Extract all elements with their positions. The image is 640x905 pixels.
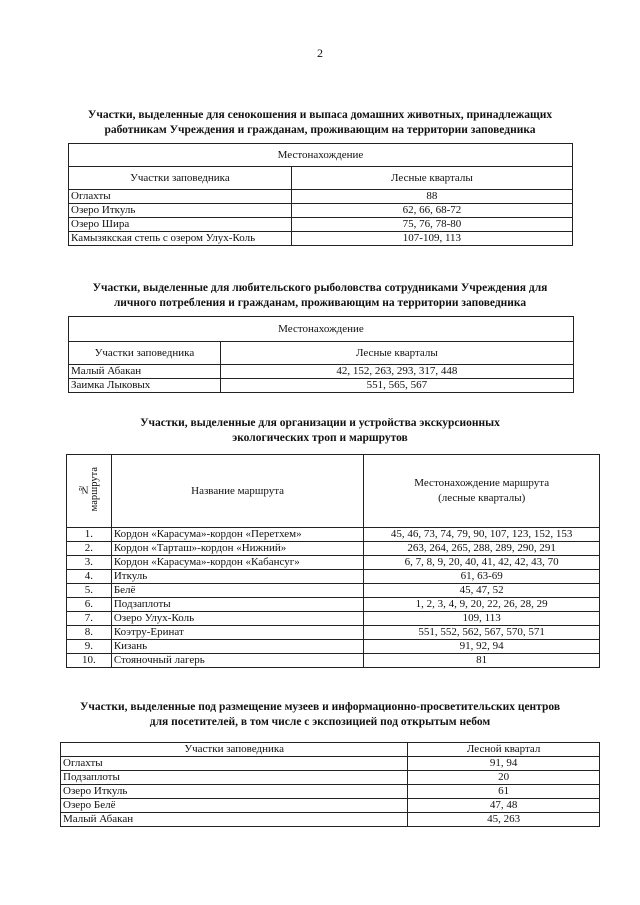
plot-cell: Озеро Белё — [61, 799, 408, 813]
section1-heading-line: Участки, выделенные для сенокошения и выпаса домашних животных, принадлежащих — [87, 109, 553, 121]
table-row — [67, 612, 600, 626]
plot-cell: Оглахты — [61, 757, 408, 771]
route-name-cell: Белё — [111, 584, 364, 598]
table-row — [61, 757, 600, 771]
route-number-header-label — [78, 467, 100, 511]
route-number-cell: 5. — [67, 584, 112, 598]
route-number-cell: 8. — [67, 626, 112, 640]
quarter-cell: 91, 94 — [408, 757, 600, 771]
col-header-quarters: Лесные кварталы — [220, 342, 573, 365]
hay-grazing-table — [68, 143, 573, 246]
route-location-cell: 551, 552, 562, 567, 570, 571 — [364, 626, 600, 640]
route-name-cell: Озеро Улух-Коль — [111, 612, 364, 626]
table-row — [69, 218, 573, 232]
route-number-cell: 10. — [67, 654, 112, 668]
route-number-cell: 1. — [67, 528, 112, 542]
route-location-header-line: Местонахождение маршрута — [414, 477, 550, 489]
route-location-cell: 81 — [364, 654, 600, 668]
museums-table — [60, 742, 600, 827]
plot-cell: Подзаплоты — [61, 771, 408, 785]
col-header-route-number — [67, 455, 112, 528]
section2-heading-line: Участки, выделенные для любительского рыболовства сотрудниками Учреждения для — [92, 282, 548, 294]
fishing-table — [68, 316, 574, 393]
section4-heading — [0, 700, 640, 730]
route-name-cell: Кордон «Карасума»-кордон «Кабансуг» — [111, 556, 364, 570]
col-header-route-location — [364, 455, 600, 528]
quarters-cell: 75, 76, 78-80 — [291, 218, 572, 232]
table-row — [67, 542, 600, 556]
location-group-header: Местонахождение — [69, 317, 574, 342]
quarters-cell: 62, 66, 68-72 — [291, 204, 572, 218]
table-row — [67, 654, 600, 668]
plot-cell: Озеро Иткуль — [61, 785, 408, 799]
table-row — [69, 379, 574, 393]
table-row — [67, 584, 600, 598]
route-location-cell: 109, 113 — [364, 612, 600, 626]
quarters-cell: 551, 565, 567 — [220, 379, 573, 393]
table-row — [61, 771, 600, 785]
section4-heading-line: для посетителей, в том числе с экспозицией под открытым небом — [149, 716, 491, 728]
route-name-cell: Кизань — [111, 640, 364, 654]
table-row — [69, 365, 574, 379]
route-name-cell: Кордон «Тарташ»-кордон «Нижний» — [111, 542, 364, 556]
plot-cell: Камызякская степь с озером Улух-Коль — [69, 232, 292, 246]
route-name-cell: Иткуль — [111, 570, 364, 584]
table-row — [61, 799, 600, 813]
table-row — [67, 626, 600, 640]
routes-table — [66, 454, 600, 668]
section3-heading-line: экологических троп и маршрутов — [232, 432, 408, 444]
section2-heading — [0, 281, 640, 311]
plot-cell: Заимка Лыковых — [69, 379, 221, 393]
route-location-header-line: (лесные кварталы) — [438, 492, 526, 504]
page-number: 2 — [317, 46, 323, 60]
table-row — [67, 556, 600, 570]
col-header-plot: Участки заповедника — [69, 167, 292, 190]
table-row — [61, 813, 600, 827]
route-name-cell: Коэтру-Еринат — [111, 626, 364, 640]
table-row — [67, 528, 600, 542]
route-name-cell: Подзаплоты — [111, 598, 364, 612]
route-name-cell: Кордон «Карасума»-кордон «Перетхем» — [111, 528, 364, 542]
col-header-quarter: Лесной квартал — [408, 743, 600, 757]
quarter-cell: 61 — [408, 785, 600, 799]
section1-heading-line: работникам Учреждения и гражданам, проживающим на территории заповедника — [104, 124, 536, 136]
table-row — [69, 204, 573, 218]
quarter-cell: 47, 48 — [408, 799, 600, 813]
section1-heading — [0, 108, 640, 138]
route-number-cell: 3. — [67, 556, 112, 570]
plot-cell: Озеро Иткуль — [69, 204, 292, 218]
route-location-cell: 6, 7, 8, 9, 20, 40, 41, 42, 42, 43, 70 — [364, 556, 600, 570]
location-group-header: Местонахождение — [69, 144, 573, 167]
route-location-cell: 1, 2, 3, 4, 9, 20, 22, 26, 28, 29 — [364, 598, 600, 612]
table-row — [67, 640, 600, 654]
route-name-cell: Стояночный лагерь — [111, 654, 364, 668]
route-location-cell: 61, 63-69 — [364, 570, 600, 584]
section3-heading — [0, 416, 640, 446]
section3-heading-line: Участки, выделенные для организации и устройства экскурсионных — [140, 417, 500, 429]
col-header-quarters: Лесные кварталы — [291, 167, 572, 190]
route-location-cell: 263, 264, 265, 288, 289, 290, 291 — [364, 542, 600, 556]
col-header-route-name: Название маршрута — [111, 455, 364, 528]
table-row — [61, 785, 600, 799]
quarter-cell: 45, 263 — [408, 813, 600, 827]
quarters-cell: 88 — [291, 190, 572, 204]
table-row — [67, 570, 600, 584]
table-row — [69, 190, 573, 204]
section4-heading-line: Участки, выделенные под размещение музеев и информационно-просветительских центров — [79, 701, 561, 713]
route-number-cell: 9. — [67, 640, 112, 654]
section2-heading-line: личного потребления и гражданам, проживающим на территории заповедника — [113, 297, 527, 309]
plot-cell: Малый Абакан — [61, 813, 408, 827]
route-number-word: маршрута — [88, 466, 100, 512]
plot-cell: Озеро Шира — [69, 218, 292, 232]
col-header-plot: Участки заповедника — [61, 743, 408, 757]
route-number-symbol: № — [77, 483, 89, 495]
route-location-cell: 45, 46, 73, 74, 79, 90, 107, 123, 152, 153 — [364, 528, 600, 542]
route-number-cell: 6. — [67, 598, 112, 612]
table-row — [67, 598, 600, 612]
quarters-cell: 42, 152, 263, 293, 317, 448 — [220, 365, 573, 379]
table-row — [69, 232, 573, 246]
plot-cell: Оглахты — [69, 190, 292, 204]
route-location-cell: 45, 47, 52 — [364, 584, 600, 598]
quarter-cell: 20 — [408, 771, 600, 785]
route-location-cell: 91, 92, 94 — [364, 640, 600, 654]
route-number-cell: 4. — [67, 570, 112, 584]
quarters-cell: 107-109, 113 — [291, 232, 572, 246]
plot-cell: Малый Абакан — [69, 365, 221, 379]
col-header-plot: Участки заповедника — [69, 342, 221, 365]
route-number-cell: 7. — [67, 612, 112, 626]
route-number-cell: 2. — [67, 542, 112, 556]
